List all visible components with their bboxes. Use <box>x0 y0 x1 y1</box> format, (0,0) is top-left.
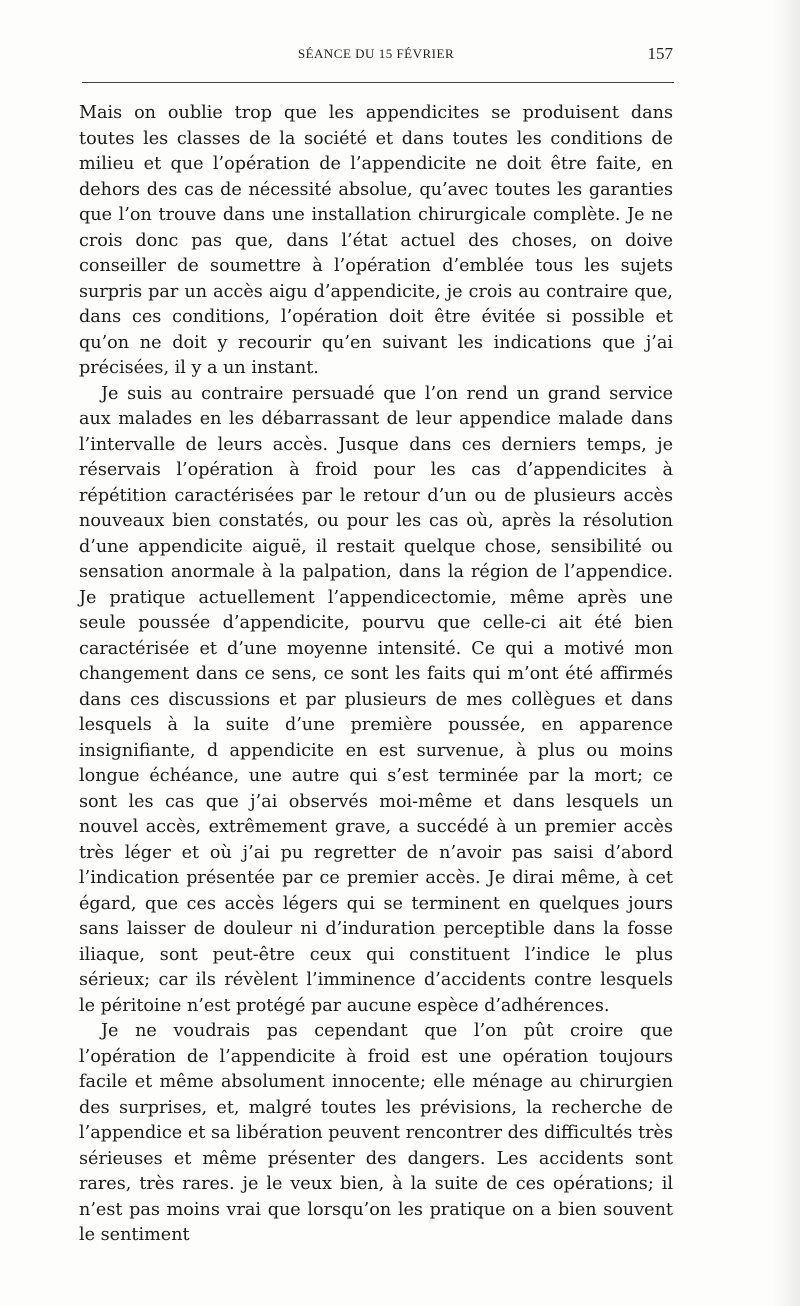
running-head <box>79 46 673 68</box>
paragraph-1: Mais on oublie trop que les appendicites se produisent dans toutes les classes de la société et dans toutes les conditions de milieu et que l’opération de l’appendicite ne doit être faite, en dehors des cas de nécessité absolue, qu’avec toutes les garanties que l’on trouve dans une installation chirurgicale complète. Je ne crois donc pas que, dans l’état actuel des choses, on doive conseiller de soumettre à l’opération d’emblée tous les sujets surpris par un accès aigu d’appendicite, je crois au contraire que, dans ces conditions, l’opération doit être évitée si possible et qu’on ne doit y recourir qu’en suivant les indications que j’ai précisées, il y a un instant. <box>79 103 673 378</box>
paragraph-2: Je suis au contraire persuadé que l’on rend un grand service aux malades en les débarrassant de leur appendice malade dans l’intervalle de leurs accès. Jusque dans ces derniers temps, je réservais l’opération à froid pour les cas d’appendicites à répétition caractérisées par le retour d’un ou de plusieurs accès nouveaux bien constatés, ou pour les cas où, après la résolution d’une appendicite aiguë, il restait quelque chose, sensibilité ou sensation anormale à la palpation, dans la région de l’appendice. Je pratique actuellement l’appendicectomie, même après une seule poussée d’appendicite, pourvu que celle-ci ait été bien caractérisée et d’une moyenne intensité. Ce qui a motivé mon changement dans ce sens, ce sont les faits qui m’ont été affirmés dans ces discussions et par plusieurs de mes collègues et dans lesquels à la suite d’une première poussée, en apparence insignifiante, d appendicite en est survenue, à plus ou moins longue échéance, une autre qui s’est terminée par la mort; ce sont les cas que j’ai observés moi-même et dans lesquels un nouvel accès, extrêmement grave, a succédé à un premier accès très léger et où j’ai pu regretter de n’avoir pas saisi d’abord l’indication présentée par ce premier accès. Je dirai même, à cet égard, que ces accès légers qui se terminent en quelques jours sans laisser de douleur ni d’induration perceptible dans la fosse iliaque, sont peut-être ceux qui constituent l’indice le plus sérieux; car ils révèlent l’imminence d’accidents contre lesquels le péritoine n’est protégé par aucune espèce d’adhérences. <box>79 383 673 1016</box>
running-title: SÉANCE DU 15 FÉVRIER <box>297 46 455 61</box>
page-number: 157 <box>647 44 673 63</box>
header-rule <box>82 82 674 83</box>
body-text <box>79 101 673 1249</box>
page-edge-shadow <box>772 0 800 1306</box>
paragraph-3: Je ne voudrais pas cependant que l’on pût croire que l’opération de l’appendicite à froid est une opération toujours facile et même absolument innocente; elle ménage au chirurgien des surprises, et, malgré toutes les prévisions, la recherche de l’appendice et sa libération peuvent rencontrer des difficultés très sérieuses et même présenter des dangers. Les accidents sont rares, très rares. je le veux bien, à la suite de ces opérations; il n’est pas moins vrai que lorsqu’on les pratique on a bien souvent le sentiment <box>79 1021 673 1245</box>
